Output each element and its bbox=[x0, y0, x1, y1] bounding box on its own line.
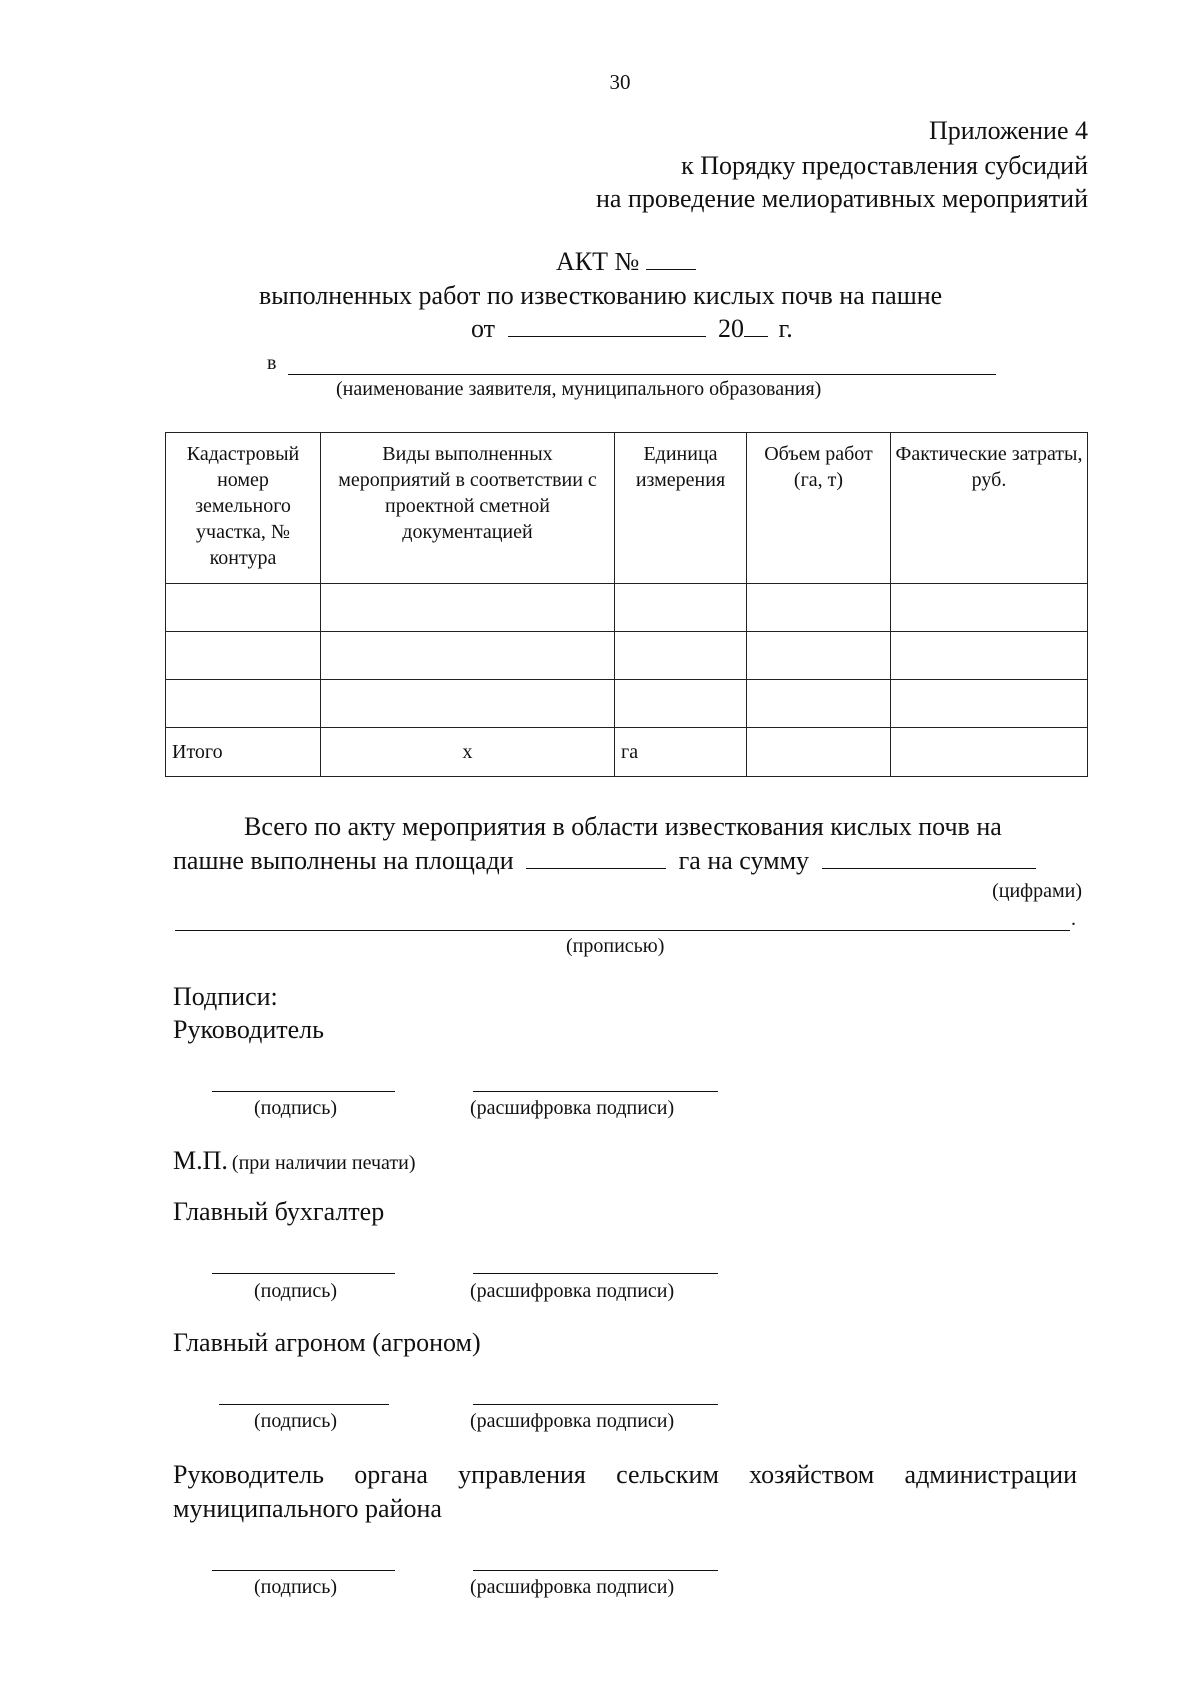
applicant-caption: (наименование заявителя, муниципального образования) bbox=[336, 378, 822, 400]
date-suffix: г. bbox=[778, 314, 793, 343]
table-cell[interactable] bbox=[891, 584, 1088, 632]
summary-line-1: Всего по акту мероприятия в области известкования кислых почв на bbox=[244, 812, 1002, 841]
chief-accountant-title: Главный бухгалтер bbox=[173, 1197, 385, 1226]
applicant-line bbox=[288, 374, 996, 375]
total-volume[interactable] bbox=[747, 728, 891, 777]
header-volume: Объем работ (га, т) bbox=[747, 433, 891, 584]
agronomist-decoding-caption: (расшифровка подписи) bbox=[470, 1410, 675, 1432]
year-blank bbox=[744, 336, 768, 337]
table-cell[interactable] bbox=[891, 680, 1088, 728]
words-caption: (прописью) bbox=[566, 935, 665, 957]
sum-end-dot: . bbox=[1071, 908, 1076, 930]
table-cell[interactable] bbox=[615, 632, 747, 680]
table-header-row bbox=[166, 433, 1088, 584]
signatures-heading: Подписи: bbox=[173, 982, 278, 1011]
total-unit: га bbox=[615, 728, 747, 777]
header-costs: Фактические затраты, руб. bbox=[891, 433, 1088, 584]
head-decoding-line[interactable] bbox=[473, 1091, 718, 1092]
head-signature-line[interactable] bbox=[212, 1091, 395, 1092]
area-blank[interactable] bbox=[526, 868, 666, 869]
in-label: в bbox=[267, 352, 277, 374]
accountant-signature-caption: (подпись) bbox=[254, 1280, 338, 1302]
chief-agronomist-title: Главный агроном (агроном) bbox=[173, 1328, 481, 1357]
table-cell[interactable] bbox=[166, 584, 321, 632]
date-prefix: от bbox=[471, 314, 496, 343]
act-title bbox=[556, 247, 696, 277]
table-cell[interactable] bbox=[747, 632, 891, 680]
stamp-mp: М.П. bbox=[173, 1146, 228, 1175]
summary-area-text: пашне выполнены на площади bbox=[173, 846, 514, 875]
agronomist-signature-caption: (подпись) bbox=[254, 1410, 338, 1432]
table-cell[interactable] bbox=[615, 680, 747, 728]
table-total-row bbox=[166, 728, 1088, 777]
table-cell[interactable] bbox=[321, 584, 615, 632]
table-cell[interactable] bbox=[166, 632, 321, 680]
date-year: 20 bbox=[718, 314, 745, 343]
summary-line-2 bbox=[173, 846, 1036, 876]
digits-caption: (цифрами) bbox=[992, 880, 1082, 902]
accountant-decoding-caption: (расшифровка подписи) bbox=[470, 1280, 675, 1302]
summary-sum-text: га на сумму bbox=[678, 846, 810, 875]
act-title-text: АКТ № bbox=[556, 247, 640, 276]
header-cadastral: Кадастровый номер земельного участка, № контура bbox=[166, 433, 321, 584]
date-blank bbox=[508, 336, 706, 337]
agri-decoding-caption: (расшифровка подписи) bbox=[470, 1576, 675, 1598]
head-decoding-caption: (расшифровка подписи) bbox=[470, 1097, 675, 1119]
table-cell[interactable] bbox=[321, 680, 615, 728]
appendix-line-3: на проведение мелиоративных мероприятий bbox=[596, 184, 1088, 213]
agri-signature-caption: (подпись) bbox=[254, 1576, 338, 1598]
agri-decoding-line[interactable] bbox=[473, 1570, 718, 1571]
header-work-types: Виды выполненных мероприятий в соответствии с проектной сметной документацией bbox=[321, 433, 615, 584]
table-cell[interactable] bbox=[747, 680, 891, 728]
total-work-types: х bbox=[321, 728, 615, 777]
agri-signature-line[interactable] bbox=[212, 1570, 395, 1571]
table-cell[interactable] bbox=[615, 584, 747, 632]
agri-head-title-line-1: Руководитель органа управления сельским хозяйством администрации bbox=[173, 1460, 1077, 1489]
agri-head-title-line-2: муниципального района bbox=[173, 1494, 442, 1523]
table-row bbox=[166, 680, 1088, 728]
table-row bbox=[166, 632, 1088, 680]
header-unit: Единица измерения bbox=[615, 433, 747, 584]
page-number: 30 bbox=[609, 70, 631, 94]
total-label: Итого bbox=[166, 728, 321, 777]
sum-words-line[interactable] bbox=[175, 930, 1070, 931]
head-signature-caption: (подпись) bbox=[254, 1097, 338, 1119]
appendix-line-2: к Порядку предоставления субсидий bbox=[681, 151, 1088, 180]
act-subtitle: выполненных работ по известкованию кислых почв на пашне bbox=[259, 281, 943, 310]
works-table bbox=[165, 432, 1088, 777]
act-number-blank bbox=[646, 269, 696, 270]
head-title: Руководитель bbox=[173, 1015, 324, 1044]
accountant-signature-line[interactable] bbox=[212, 1273, 395, 1274]
table-cell[interactable] bbox=[166, 680, 321, 728]
accountant-decoding-line[interactable] bbox=[473, 1273, 718, 1274]
agronomist-signature-line[interactable] bbox=[219, 1404, 389, 1405]
sum-digits-blank[interactable] bbox=[822, 868, 1036, 869]
table-cell[interactable] bbox=[747, 584, 891, 632]
agronomist-decoding-line[interactable] bbox=[473, 1404, 718, 1405]
table-cell[interactable] bbox=[891, 632, 1088, 680]
total-costs[interactable] bbox=[891, 728, 1088, 777]
stamp-line bbox=[173, 1146, 415, 1176]
table-row bbox=[166, 584, 1088, 632]
appendix-line-1: Приложение 4 bbox=[928, 116, 1088, 145]
stamp-note: (при наличии печати) bbox=[231, 1152, 416, 1174]
act-date bbox=[471, 314, 793, 344]
table-cell[interactable] bbox=[321, 632, 615, 680]
